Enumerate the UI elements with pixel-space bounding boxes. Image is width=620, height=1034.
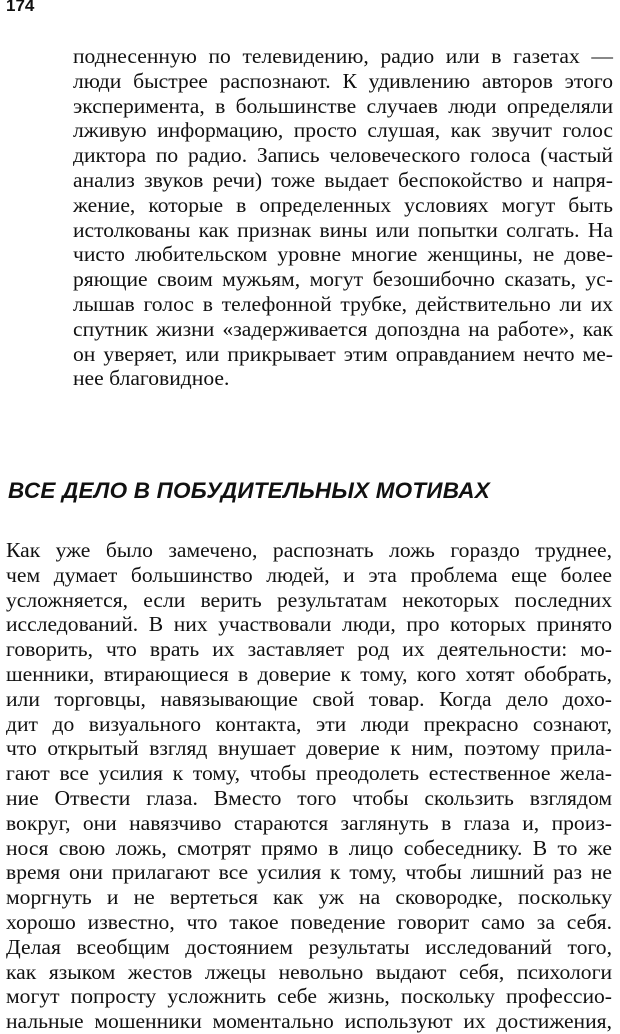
- text-line: ние Отвести глаза. Вместо того чтобы скользить взглядом: [6, 785, 612, 810]
- text-line: вокруг, они навязчиво стараются заглянуть в глаза и, произ-: [6, 810, 612, 835]
- text-line: чем думает большинство людей, и эта проблема еще более: [6, 562, 612, 587]
- text-line: эксперимента, в большинстве случаев люди определяли: [73, 93, 613, 118]
- text-line: время они прилагают все усилия к тому, чтобы лишний раз не: [6, 860, 612, 885]
- text-line: истолкованы как признак вины или попытки солгать. На: [73, 217, 613, 242]
- text-line: нее благовидное.: [73, 366, 230, 391]
- text-line: ряющие своим мужьям, могут безошибочно сказать, ус-: [73, 267, 613, 292]
- text-line: поднесенную по телевидению, радио или в газетах —: [73, 44, 613, 68]
- text-line: Как уже было замечено, распознать ложь гораздо труднее,: [6, 538, 612, 562]
- text-line: хорошо известно, что такое поведение говорит само за себя.: [6, 909, 612, 934]
- text-line: или торговцы, навязывающие свой товар. Когда дело дохо-: [6, 686, 612, 711]
- text-line: могут попросту усложнить себе жизнь, поскольку профессио-: [6, 984, 612, 1009]
- text-line: лживую информацию, просто слушая, как звучит голос: [73, 118, 613, 143]
- text-line: лышав голос в телефонной трубке, действительно ли их: [73, 291, 613, 316]
- text-line: исследований. В них участвовали люди, про которых принято: [6, 612, 612, 637]
- text-line: люди быстрее распознают. К удивлению авторов этого: [73, 68, 613, 93]
- text-line: нальные мошенники моментально используют их достижения,: [6, 1009, 612, 1034]
- text-line: дит до визуального контакта, эти люди прекрасно сознают,: [6, 711, 612, 736]
- text-line: гают все усилия к тому, чтобы преодолеть естественное жела-: [6, 761, 612, 786]
- section-heading: ВСЕ ДЕЛО В ПОБУДИТЕЛЬНЫХ МОТИВАХ: [8, 478, 490, 503]
- page-number: 174: [6, 0, 35, 15]
- text-line: чисто любительском уровне многие женщины, не дове-: [73, 242, 613, 267]
- text-line: анализ звуков речи) тоже выдает беспокойство и напря-: [73, 167, 613, 192]
- text-line: нося свою ложь, смотрят прямо в лицо собеседнику. В то же: [6, 835, 612, 860]
- paragraph-main: [6, 538, 612, 1034]
- text-line: жение, которые в определенных условиях могут быть: [73, 192, 613, 217]
- text-line: диктора по радио. Запись человеческого голоса (частый: [73, 143, 613, 168]
- text-line: говорить, что врать их заставляет род их деятельности: мо-: [6, 637, 612, 662]
- text-line: что открытый взгляд внушает доверие к ним, поэтому прила-: [6, 736, 612, 761]
- text-line: моргнуть и не вертеться как уж на сковородке, поскольку: [6, 885, 612, 910]
- text-line: шенники, втирающиеся в доверие к тому, кого хотят обобрать,: [6, 661, 612, 686]
- text-line: он уверяет, или прикрывает этим оправданием нечто ме-: [73, 341, 613, 366]
- paragraph-continued: [73, 44, 613, 391]
- text-line: как языком жестов лжецы невольно выдают себя, психологи: [6, 959, 612, 984]
- text-line: усложняется, если верить результатам некоторых последних: [6, 587, 612, 612]
- text-line: спутник жизни «задерживается допоздна на работе», как: [73, 316, 613, 341]
- text-line: Делая всеобщим достоянием результаты исследований того,: [6, 934, 612, 959]
